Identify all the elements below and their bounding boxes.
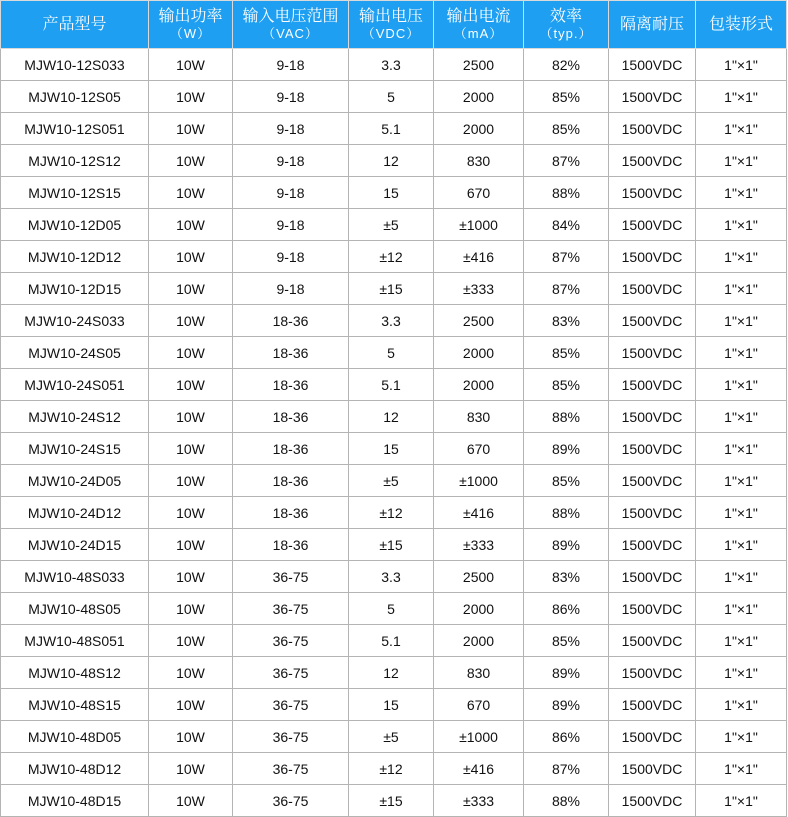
header-output-power: 输出功率 （W） — [149, 1, 233, 49]
cell-isolation-voltage: 1500VDC — [609, 177, 696, 209]
cell-output-current: 830 — [434, 657, 524, 689]
cell-efficiency: 83% — [524, 305, 609, 337]
cell-isolation-voltage: 1500VDC — [609, 401, 696, 433]
table-row — [1, 273, 787, 305]
cell-efficiency: 85% — [524, 113, 609, 145]
cell-output-voltage: 3.3 — [349, 561, 434, 593]
cell-input-voltage: 36-75 — [233, 657, 349, 689]
cell-output-voltage: 15 — [349, 177, 434, 209]
cell-model: MJW10-24S05 — [1, 337, 149, 369]
cell-output-power: 10W — [149, 753, 233, 785]
cell-output-voltage: 15 — [349, 689, 434, 721]
cell-isolation-voltage: 1500VDC — [609, 113, 696, 145]
cell-isolation-voltage: 1500VDC — [609, 721, 696, 753]
cell-output-power: 10W — [149, 689, 233, 721]
cell-isolation-voltage: 1500VDC — [609, 593, 696, 625]
cell-output-voltage: 5 — [349, 337, 434, 369]
cell-isolation-voltage: 1500VDC — [609, 369, 696, 401]
cell-output-voltage: ±12 — [349, 241, 434, 273]
cell-output-power: 10W — [149, 81, 233, 113]
header-output-power-unit: （W） — [169, 26, 212, 41]
header-package: 包装形式 — [696, 1, 787, 49]
cell-output-voltage: 5.1 — [349, 369, 434, 401]
cell-efficiency: 87% — [524, 753, 609, 785]
cell-output-current: 670 — [434, 433, 524, 465]
cell-output-power: 10W — [149, 721, 233, 753]
table-row — [1, 241, 787, 273]
cell-output-voltage: ±12 — [349, 497, 434, 529]
table-row — [1, 689, 787, 721]
table-row — [1, 81, 787, 113]
cell-efficiency: 87% — [524, 273, 609, 305]
cell-output-power: 10W — [149, 561, 233, 593]
cell-output-power: 10W — [149, 305, 233, 337]
header-output-current-unit: （mA） — [453, 26, 504, 41]
cell-efficiency: 86% — [524, 721, 609, 753]
cell-efficiency: 85% — [524, 369, 609, 401]
table-row — [1, 721, 787, 753]
cell-output-voltage: ±5 — [349, 465, 434, 497]
cell-package: 1"×1" — [696, 241, 787, 273]
cell-output-voltage: ±15 — [349, 529, 434, 561]
cell-output-current: 2000 — [434, 81, 524, 113]
table-row — [1, 369, 787, 401]
cell-output-current: 2000 — [434, 593, 524, 625]
cell-model: MJW10-12S15 — [1, 177, 149, 209]
cell-model: MJW10-24D12 — [1, 497, 149, 529]
table-row — [1, 785, 787, 817]
cell-model: MJW10-24S15 — [1, 433, 149, 465]
table-row — [1, 305, 787, 337]
cell-input-voltage: 9-18 — [233, 209, 349, 241]
cell-output-current: ±333 — [434, 529, 524, 561]
cell-output-power: 10W — [149, 177, 233, 209]
cell-package: 1"×1" — [696, 689, 787, 721]
cell-input-voltage: 36-75 — [233, 721, 349, 753]
cell-input-voltage: 36-75 — [233, 625, 349, 657]
header-efficiency: 效率 （typ.） — [524, 1, 609, 49]
cell-isolation-voltage: 1500VDC — [609, 433, 696, 465]
cell-package: 1"×1" — [696, 177, 787, 209]
cell-package: 1"×1" — [696, 433, 787, 465]
cell-input-voltage: 18-36 — [233, 401, 349, 433]
cell-output-current: ±416 — [434, 753, 524, 785]
cell-efficiency: 88% — [524, 497, 609, 529]
cell-input-voltage: 9-18 — [233, 241, 349, 273]
cell-package: 1"×1" — [696, 273, 787, 305]
cell-output-power: 10W — [149, 145, 233, 177]
cell-input-voltage: 18-36 — [233, 529, 349, 561]
table-row — [1, 337, 787, 369]
cell-package: 1"×1" — [696, 785, 787, 817]
cell-isolation-voltage: 1500VDC — [609, 689, 696, 721]
cell-input-voltage: 18-36 — [233, 305, 349, 337]
cell-isolation-voltage: 1500VDC — [609, 529, 696, 561]
table-row — [1, 433, 787, 465]
cell-output-power: 10W — [149, 497, 233, 529]
cell-efficiency: 87% — [524, 145, 609, 177]
cell-isolation-voltage: 1500VDC — [609, 337, 696, 369]
cell-output-power: 10W — [149, 593, 233, 625]
cell-package: 1"×1" — [696, 657, 787, 689]
cell-isolation-voltage: 1500VDC — [609, 625, 696, 657]
cell-package: 1"×1" — [696, 721, 787, 753]
table-row — [1, 657, 787, 689]
cell-input-voltage: 9-18 — [233, 145, 349, 177]
cell-output-power: 10W — [149, 113, 233, 145]
cell-efficiency: 89% — [524, 529, 609, 561]
cell-isolation-voltage: 1500VDC — [609, 81, 696, 113]
cell-model: MJW10-24S12 — [1, 401, 149, 433]
cell-input-voltage: 18-36 — [233, 369, 349, 401]
table-row — [1, 529, 787, 561]
cell-efficiency: 87% — [524, 241, 609, 273]
cell-input-voltage: 36-75 — [233, 689, 349, 721]
cell-package: 1"×1" — [696, 337, 787, 369]
cell-package: 1"×1" — [696, 753, 787, 785]
cell-model: MJW10-48S051 — [1, 625, 149, 657]
header-model: 产品型号 — [1, 1, 149, 49]
cell-package: 1"×1" — [696, 49, 787, 81]
header-isolation-voltage: 隔离耐压 — [609, 1, 696, 49]
cell-isolation-voltage: 1500VDC — [609, 209, 696, 241]
cell-output-current: 2500 — [434, 305, 524, 337]
cell-output-voltage: 5 — [349, 81, 434, 113]
cell-efficiency: 85% — [524, 625, 609, 657]
table-body — [1, 49, 787, 817]
cell-input-voltage: 18-36 — [233, 433, 349, 465]
cell-isolation-voltage: 1500VDC — [609, 753, 696, 785]
header-input-voltage-range-unit: （VAC） — [262, 26, 319, 41]
cell-efficiency: 83% — [524, 561, 609, 593]
cell-output-power: 10W — [149, 209, 233, 241]
cell-input-voltage: 36-75 — [233, 593, 349, 625]
table-row — [1, 753, 787, 785]
table-row — [1, 209, 787, 241]
cell-model: MJW10-24S033 — [1, 305, 149, 337]
cell-output-voltage: ±12 — [349, 753, 434, 785]
table-row — [1, 145, 787, 177]
cell-model: MJW10-12S12 — [1, 145, 149, 177]
cell-output-voltage: 12 — [349, 657, 434, 689]
cell-output-voltage: 3.3 — [349, 305, 434, 337]
cell-isolation-voltage: 1500VDC — [609, 241, 696, 273]
header-efficiency-unit: （typ.） — [539, 26, 593, 41]
cell-model: MJW10-24D05 — [1, 465, 149, 497]
cell-output-current: 670 — [434, 177, 524, 209]
cell-isolation-voltage: 1500VDC — [609, 561, 696, 593]
table-row — [1, 465, 787, 497]
cell-package: 1"×1" — [696, 561, 787, 593]
cell-input-voltage: 18-36 — [233, 337, 349, 369]
cell-output-current: ±333 — [434, 273, 524, 305]
cell-input-voltage: 36-75 — [233, 753, 349, 785]
cell-efficiency: 88% — [524, 785, 609, 817]
cell-package: 1"×1" — [696, 209, 787, 241]
cell-output-current: 2000 — [434, 337, 524, 369]
cell-output-voltage: ±15 — [349, 273, 434, 305]
cell-package: 1"×1" — [696, 145, 787, 177]
cell-package: 1"×1" — [696, 593, 787, 625]
cell-model: MJW10-24D15 — [1, 529, 149, 561]
cell-isolation-voltage: 1500VDC — [609, 657, 696, 689]
table-row — [1, 49, 787, 81]
header-output-current: 输出电流 （mA） — [434, 1, 524, 49]
cell-output-power: 10W — [149, 657, 233, 689]
cell-output-current: ±416 — [434, 241, 524, 273]
cell-output-current: 2000 — [434, 625, 524, 657]
cell-package: 1"×1" — [696, 305, 787, 337]
cell-input-voltage: 36-75 — [233, 785, 349, 817]
header-input-voltage-range: 输入电压范围 （VAC） — [233, 1, 349, 49]
cell-output-power: 10W — [149, 241, 233, 273]
table-row — [1, 177, 787, 209]
cell-isolation-voltage: 1500VDC — [609, 785, 696, 817]
table-row — [1, 497, 787, 529]
cell-output-voltage: ±5 — [349, 721, 434, 753]
cell-output-power: 10W — [149, 273, 233, 305]
cell-output-voltage: 12 — [349, 145, 434, 177]
cell-efficiency: 85% — [524, 81, 609, 113]
table-row — [1, 113, 787, 145]
cell-model: MJW10-48D05 — [1, 721, 149, 753]
cell-output-power: 10W — [149, 49, 233, 81]
cell-model: MJW10-12D12 — [1, 241, 149, 273]
cell-model: MJW10-48S12 — [1, 657, 149, 689]
cell-input-voltage: 9-18 — [233, 113, 349, 145]
cell-isolation-voltage: 1500VDC — [609, 497, 696, 529]
header-output-voltage-unit: （VDC） — [361, 26, 421, 41]
cell-isolation-voltage: 1500VDC — [609, 49, 696, 81]
cell-package: 1"×1" — [696, 529, 787, 561]
header-output-voltage: 输出电压 （VDC） — [349, 1, 434, 49]
cell-model: MJW10-48D12 — [1, 753, 149, 785]
cell-package: 1"×1" — [696, 465, 787, 497]
cell-model: MJW10-24S051 — [1, 369, 149, 401]
cell-model: MJW10-12S051 — [1, 113, 149, 145]
cell-output-current: ±1000 — [434, 721, 524, 753]
cell-package: 1"×1" — [696, 369, 787, 401]
cell-input-voltage: 9-18 — [233, 49, 349, 81]
cell-output-power: 10W — [149, 369, 233, 401]
cell-output-current: ±333 — [434, 785, 524, 817]
cell-input-voltage: 9-18 — [233, 177, 349, 209]
cell-output-current: 2500 — [434, 49, 524, 81]
cell-output-current: ±1000 — [434, 209, 524, 241]
cell-efficiency: 89% — [524, 657, 609, 689]
cell-efficiency: 88% — [524, 401, 609, 433]
cell-package: 1"×1" — [696, 625, 787, 657]
cell-output-voltage: 12 — [349, 401, 434, 433]
cell-output-current: 2500 — [434, 561, 524, 593]
cell-input-voltage: 9-18 — [233, 273, 349, 305]
cell-efficiency: 85% — [524, 337, 609, 369]
cell-isolation-voltage: 1500VDC — [609, 305, 696, 337]
header-row — [1, 1, 787, 49]
cell-efficiency: 89% — [524, 689, 609, 721]
cell-package: 1"×1" — [696, 497, 787, 529]
cell-output-voltage: 15 — [349, 433, 434, 465]
cell-model: MJW10-48D15 — [1, 785, 149, 817]
cell-model: MJW10-48S033 — [1, 561, 149, 593]
cell-output-voltage: ±15 — [349, 785, 434, 817]
cell-package: 1"×1" — [696, 401, 787, 433]
cell-efficiency: 82% — [524, 49, 609, 81]
cell-output-current: 2000 — [434, 369, 524, 401]
table-row — [1, 401, 787, 433]
cell-output-current: 670 — [434, 689, 524, 721]
cell-output-voltage: ±5 — [349, 209, 434, 241]
cell-output-power: 10W — [149, 337, 233, 369]
cell-input-voltage: 36-75 — [233, 561, 349, 593]
cell-model: MJW10-12D15 — [1, 273, 149, 305]
cell-output-current: ±1000 — [434, 465, 524, 497]
cell-model: MJW10-12S033 — [1, 49, 149, 81]
table-row — [1, 625, 787, 657]
cell-efficiency: 85% — [524, 465, 609, 497]
cell-input-voltage: 18-36 — [233, 497, 349, 529]
cell-efficiency: 86% — [524, 593, 609, 625]
cell-output-current: 830 — [434, 145, 524, 177]
cell-output-power: 10W — [149, 433, 233, 465]
cell-output-current: 830 — [434, 401, 524, 433]
table-row — [1, 593, 787, 625]
cell-model: MJW10-12D05 — [1, 209, 149, 241]
cell-efficiency: 88% — [524, 177, 609, 209]
cell-model: MJW10-48S05 — [1, 593, 149, 625]
cell-package: 1"×1" — [696, 81, 787, 113]
cell-output-voltage: 3.3 — [349, 49, 434, 81]
cell-efficiency: 84% — [524, 209, 609, 241]
cell-output-current: 2000 — [434, 113, 524, 145]
cell-output-current: ±416 — [434, 497, 524, 529]
cell-package: 1"×1" — [696, 113, 787, 145]
cell-output-power: 10W — [149, 529, 233, 561]
cell-isolation-voltage: 1500VDC — [609, 273, 696, 305]
cell-model: MJW10-12S05 — [1, 81, 149, 113]
cell-model: MJW10-48S15 — [1, 689, 149, 721]
cell-output-power: 10W — [149, 465, 233, 497]
cell-isolation-voltage: 1500VDC — [609, 465, 696, 497]
cell-output-power: 10W — [149, 401, 233, 433]
cell-output-voltage: 5 — [349, 593, 434, 625]
table-row — [1, 561, 787, 593]
cell-output-voltage: 5.1 — [349, 625, 434, 657]
cell-input-voltage: 18-36 — [233, 465, 349, 497]
cell-output-voltage: 5.1 — [349, 113, 434, 145]
cell-efficiency: 89% — [524, 433, 609, 465]
cell-input-voltage: 9-18 — [233, 81, 349, 113]
cell-output-power: 10W — [149, 625, 233, 657]
cell-isolation-voltage: 1500VDC — [609, 145, 696, 177]
cell-output-power: 10W — [149, 785, 233, 817]
